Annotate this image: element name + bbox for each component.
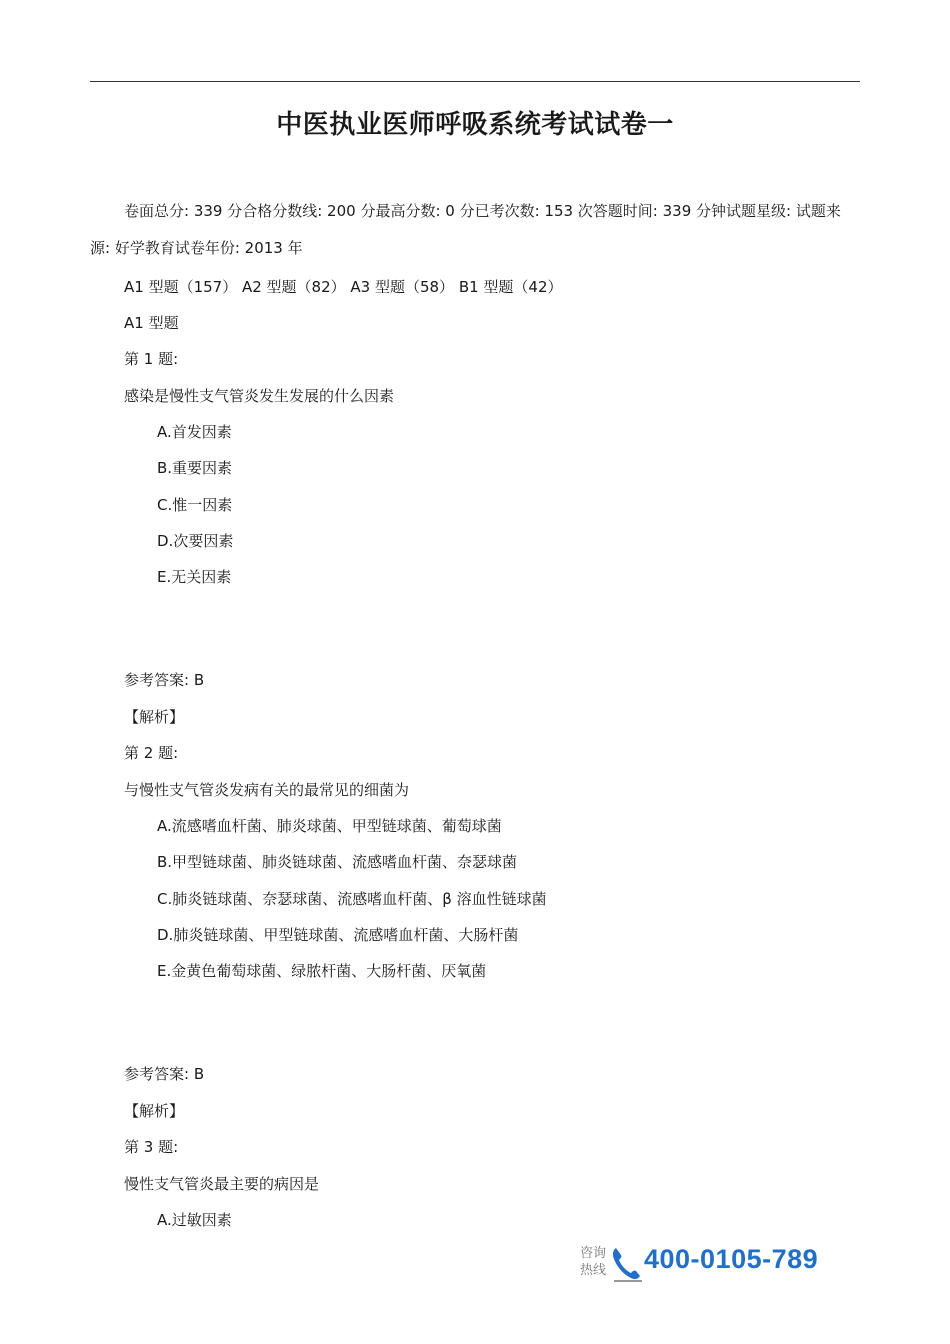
page-title: 中医执业医师呼吸系统考试试卷一: [276, 110, 674, 140]
exam-meta-text: 卷面总分: 339 分合格分数线: 200 分最高分数: 0 分已考次数: 153 次答题时间: 339 分钟试题星级: 试题来源: 好学教育试卷年份: 2013 年: [90, 202, 841, 257]
exam-meta: [90, 193, 860, 267]
phone-icon: [610, 1244, 644, 1282]
option: C.肺炎链球菌、奈瑟球菌、流感嗜血杆菌、β 溶血性链球菌: [157, 890, 547, 908]
reference-answer: 参考答案: B: [124, 1065, 205, 1083]
question-stem: 感染是慢性支气管炎发生发展的什么因素: [124, 387, 395, 405]
option: D.次要因素: [157, 532, 234, 550]
option: E.金黄色葡萄球菌、绿脓杆菌、大肠杆菌、厌氧菌: [157, 962, 487, 980]
option: D.肺炎链球菌、甲型链球菌、流感嗜血杆菌、大肠杆菌: [157, 926, 519, 944]
hotline-label: 咨询 热线: [580, 1246, 607, 1278]
option: C.惟一因素: [157, 496, 233, 514]
option: A.首发因素: [157, 423, 232, 441]
hotline-banner: [580, 1242, 860, 1284]
option: B.重要因素: [157, 459, 233, 477]
question-stem: 慢性支气管炎最主要的病因是: [124, 1175, 320, 1193]
option: A.过敏因素: [157, 1211, 232, 1229]
question-stem: 与慢性支气管炎发病有关的最常见的细菌为: [124, 781, 410, 799]
question-label: 第 2 题:: [124, 744, 179, 762]
option: E.无关因素: [157, 568, 232, 586]
reference-answer: 参考答案: B: [124, 671, 205, 689]
section-heading: A1 型题: [124, 314, 179, 332]
analysis-heading: 【解析】: [124, 708, 185, 726]
analysis-heading: 【解析】: [124, 1102, 185, 1120]
header-rule: [90, 81, 860, 82]
option: B.甲型链球菌、肺炎链球菌、流感嗜血杆菌、奈瑟球菌: [157, 853, 518, 871]
question-label: 第 1 题:: [124, 350, 179, 368]
option: A.流感嗜血杆菌、肺炎球菌、甲型链球菌、葡萄球菌: [157, 817, 502, 835]
question-label: 第 3 题:: [124, 1138, 179, 1156]
question-types: A1 型题（157） A2 型题（82） A3 型题（58） B1 型题（42）: [124, 278, 563, 296]
hotline-number: 400-0105-789: [644, 1244, 819, 1274]
